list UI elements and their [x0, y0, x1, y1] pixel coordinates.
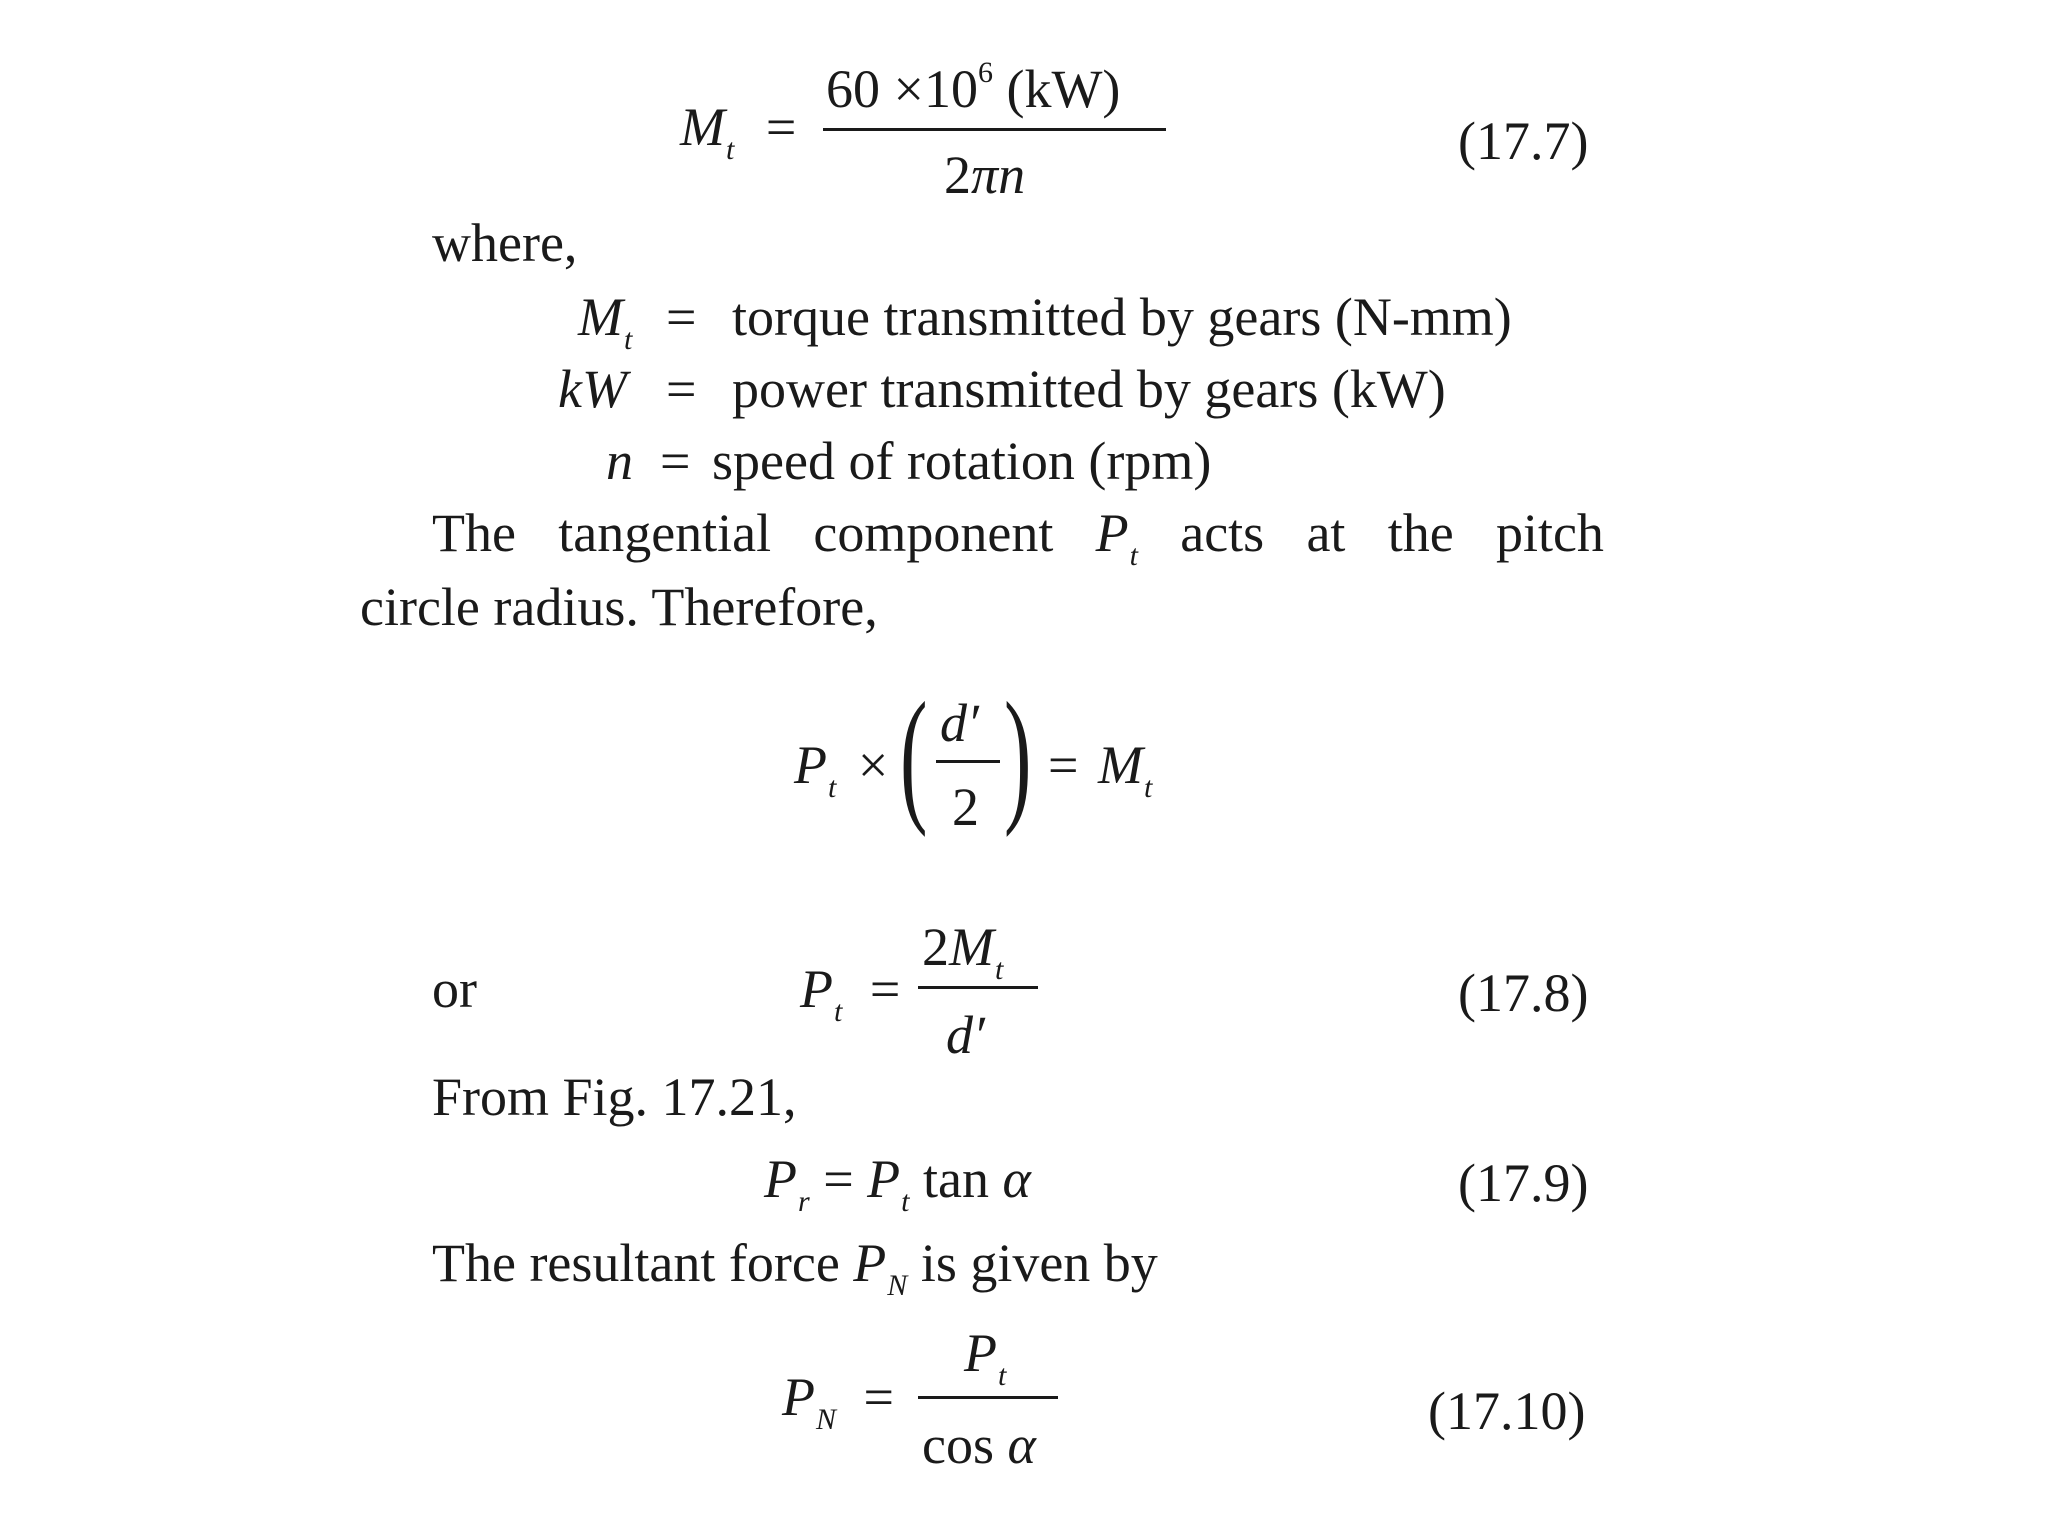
sub-t: t	[994, 953, 1004, 986]
sub-t: t	[901, 1185, 910, 1218]
eq-17-8-numerator	[922, 917, 1004, 986]
denominator-n: n	[998, 145, 1026, 205]
inline-var-pt	[1095, 503, 1138, 572]
eq-17-7-lhs	[680, 97, 797, 166]
var-P: P	[800, 959, 833, 1019]
word: the	[1387, 503, 1454, 563]
sub-t: t	[828, 771, 837, 804]
denominator-pi: π	[971, 145, 999, 205]
word: acts	[1180, 503, 1265, 563]
eq-17-10-lhs	[782, 1367, 894, 1436]
equation-number-17-8: (17.8)	[1458, 963, 1589, 1023]
figure-reference: From Fig. 17.21,	[432, 1067, 797, 1127]
eq-17-10-numerator	[964, 1323, 1007, 1392]
equation-number-17-10: (17.10)	[1428, 1381, 1586, 1441]
or-label: or	[432, 959, 477, 1019]
frac-numerator: d′	[940, 693, 979, 753]
sub-t: t	[1143, 771, 1153, 804]
word: pitch	[1495, 503, 1604, 563]
equals-sign: =	[823, 1149, 854, 1209]
moment-lhs	[794, 735, 889, 804]
def-text: speed of rotation (rpm)	[712, 431, 1212, 491]
where-label: where,	[432, 213, 578, 273]
var-P: P	[853, 1233, 887, 1293]
eq-17-10-denominator	[922, 1415, 1036, 1475]
fraction-bar	[918, 1396, 1058, 1399]
eq-17-7-numerator	[826, 56, 1121, 119]
equals-sign: =	[863, 1367, 894, 1427]
numerator-base: 60 ×10	[826, 59, 978, 119]
paragraph-line-1	[432, 503, 1604, 572]
var-P: P	[794, 735, 827, 795]
def-symbol: M	[578, 287, 623, 347]
right-paren: )	[1004, 672, 1032, 838]
def-equals: =	[660, 431, 691, 491]
var-P: P	[964, 1323, 997, 1383]
word: The	[432, 503, 516, 563]
def-equals: =	[666, 359, 697, 419]
definition-row	[606, 431, 633, 491]
times-sign: ×	[857, 735, 889, 795]
fraction-bar	[823, 128, 1166, 131]
sentence-end: is given by	[920, 1233, 1158, 1293]
alpha-symbol: α	[1007, 1415, 1036, 1475]
word: at	[1306, 503, 1346, 563]
sub-t: t	[998, 1359, 1007, 1392]
def-text: power transmitted by gears (kW)	[732, 359, 1446, 419]
word: tangential	[558, 503, 772, 563]
sub-t: t	[1129, 539, 1138, 572]
sub-r: r	[798, 1185, 810, 1218]
def-symbol: kW	[558, 359, 627, 419]
sub-t: t	[725, 133, 735, 166]
coefficient: 2	[922, 917, 949, 977]
moment-rhs	[1048, 735, 1153, 804]
var-M: M	[680, 97, 725, 157]
cos-function: cos	[922, 1415, 994, 1475]
definition-row	[558, 359, 627, 419]
eq-17-9-body	[764, 1149, 1031, 1218]
numerator-unit: (kW)	[992, 59, 1121, 119]
def-symbol: n	[606, 431, 633, 491]
def-text: torque transmitted by gears (N-mm)	[732, 287, 1512, 347]
resultant-force-sentence	[432, 1233, 1158, 1302]
word: component	[813, 503, 1054, 563]
eq-17-7-denominator	[944, 145, 1026, 205]
equals-sign: =	[765, 97, 797, 157]
frac-denominator: 2	[952, 777, 979, 837]
var-M: M	[949, 917, 994, 977]
eq-17-8-denominator: d′	[946, 1005, 985, 1065]
var-M: M	[1097, 735, 1143, 795]
equals-sign: =	[1048, 735, 1079, 795]
sub-N: N	[816, 1403, 837, 1436]
paragraph-line-2: circle radius. Therefore,	[360, 577, 878, 637]
sub-t: t	[834, 995, 843, 1028]
sub-N: N	[887, 1269, 908, 1302]
definition-row	[578, 287, 633, 356]
sentence-start: The resultant force	[432, 1233, 840, 1293]
fraction-bar	[936, 760, 1000, 763]
var-P: P	[1095, 503, 1129, 563]
numerator-exponent: 6	[977, 56, 993, 89]
var-P: P	[782, 1367, 815, 1427]
tan-function: tan	[923, 1149, 989, 1209]
left-paren: (	[900, 672, 928, 838]
denominator-two: 2	[944, 145, 971, 205]
eq-17-8-lhs	[800, 959, 901, 1028]
def-sub: t	[623, 323, 633, 356]
var-P: P	[867, 1149, 901, 1209]
equals-sign: =	[869, 959, 901, 1019]
def-equals: =	[666, 287, 697, 347]
fraction-bar	[918, 986, 1038, 989]
var-P: P	[764, 1149, 797, 1209]
equation-number-17-7: (17.7)	[1458, 111, 1589, 171]
alpha-symbol: α	[1002, 1149, 1031, 1209]
equation-number-17-9: (17.9)	[1458, 1153, 1589, 1213]
